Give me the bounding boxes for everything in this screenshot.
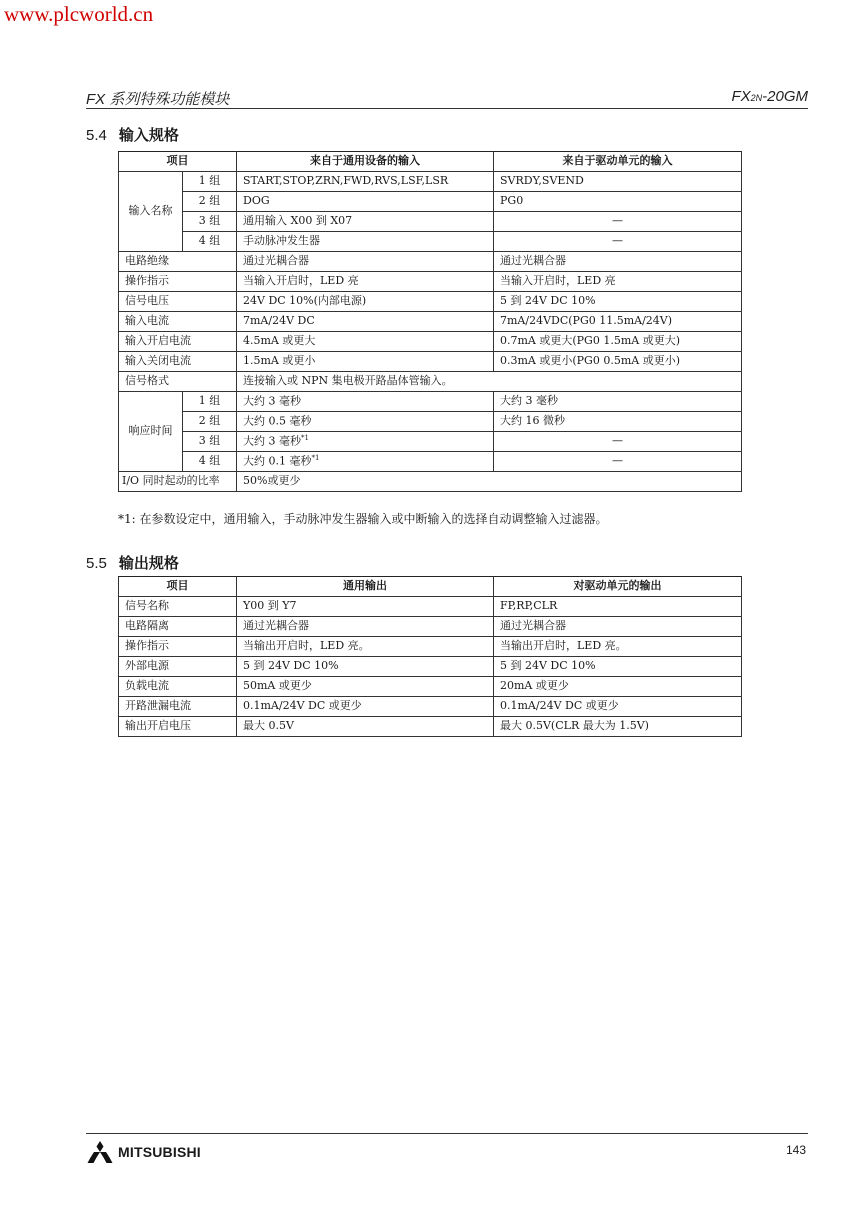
table-row — [119, 697, 742, 717]
mitsubishi-logo — [86, 1141, 201, 1163]
group-label: 2 组 — [183, 412, 237, 432]
table-row — [119, 232, 742, 252]
general-value — [237, 432, 494, 452]
output-section-title — [86, 552, 179, 573]
input-name-label: 输入名称 — [119, 172, 183, 252]
drive-value-dash: — — [494, 212, 742, 232]
signal-format-value: 连接输入或 NPN 集电极开路晶体管输入。 — [237, 372, 742, 392]
general-value: 最大 0.5V — [237, 717, 494, 737]
drive-value: 通过光耦合器 — [494, 252, 742, 272]
mitsubishi-wordmark: MITSUBISHI — [118, 1144, 201, 1160]
row-label: 开路泄漏电流 — [119, 697, 237, 717]
table-row — [119, 452, 742, 472]
drive-value: 通过光耦合器 — [494, 617, 742, 637]
row-label: 电路绝缘 — [119, 252, 237, 272]
drive-value: 当输出开启时，LED 亮。 — [494, 637, 742, 657]
input-spec-table — [118, 151, 742, 492]
output-col-drive: 对驱动单元的输出 — [494, 577, 742, 597]
drive-value: FP,RP,CLR — [494, 597, 742, 617]
footer-rule — [86, 1133, 808, 1134]
general-value: 通过光耦合器 — [237, 252, 494, 272]
table-row — [119, 312, 742, 332]
mitsubishi-diamonds-icon — [86, 1141, 114, 1163]
row-label: I/O 同时起动的比率 — [119, 472, 237, 492]
row-label: 输入开启电流 — [119, 332, 237, 352]
footnote-mark: *1 — [301, 434, 309, 443]
general-value: 1.5mA 或更小 — [237, 352, 494, 372]
input-footnote: *1: 在参数设定中，通用输入，手动脉冲发生器输入或中断输入的选择自动调整输入过滤器。 — [118, 512, 608, 526]
table-row — [119, 677, 742, 697]
row-label: 操作指示 — [119, 272, 237, 292]
general-value: 当输出开启时，LED 亮。 — [237, 637, 494, 657]
table-row — [119, 617, 742, 637]
drive-value: 20mA 或更少 — [494, 677, 742, 697]
io-ratio-value: 50%或更少 — [237, 472, 742, 492]
group-label: 2 组 — [183, 192, 237, 212]
drive-value: 当输入开启时，LED 亮 — [494, 272, 742, 292]
general-value — [237, 392, 494, 412]
group-label: 3 组 — [183, 212, 237, 232]
table-row — [119, 657, 742, 677]
general-value: DOG — [237, 192, 494, 212]
row-label: 操作指示 — [119, 637, 237, 657]
drive-value: 0.7mA 或更大(PG0 1.5mA 或更大) — [494, 332, 742, 352]
output-section-number: 5.5 — [86, 555, 107, 572]
table-row — [119, 472, 742, 492]
row-label: 信号名称 — [119, 597, 237, 617]
general-value: 4.5mA 或更大 — [237, 332, 494, 352]
general-value: 50mA 或更少 — [237, 677, 494, 697]
table-row — [119, 717, 742, 737]
output-section-heading: 输出规格 — [118, 555, 179, 572]
watermark-url: www.plcworld.cn — [4, 2, 154, 26]
input-col-item: 项目 — [119, 152, 237, 172]
table-row — [119, 352, 742, 372]
general-value: 5 到 24V DC 10% — [237, 657, 494, 677]
output-table-header — [119, 577, 742, 597]
general-value: 通用输入 X00 到 X07 — [237, 212, 494, 232]
general-value — [237, 452, 494, 472]
header-rule — [86, 108, 808, 109]
table-row — [119, 272, 742, 292]
drive-value: 7mA/24VDC(PG0 11.5mA/24V) — [494, 312, 742, 332]
table-row — [119, 252, 742, 272]
table-row — [119, 332, 742, 352]
output-col-general: 通用输出 — [237, 577, 494, 597]
general-value: 7mA/24V DC — [237, 312, 494, 332]
general-value: 手动脉冲发生器 — [237, 232, 494, 252]
table-row — [119, 372, 742, 392]
drive-value-dash: — — [494, 452, 742, 472]
drive-value: 大约 16 微秒 — [494, 412, 742, 432]
output-col-item: 项目 — [119, 577, 237, 597]
header-model-prefix: FX — [731, 88, 751, 105]
table-row — [119, 432, 742, 452]
row-label: 输入关闭电流 — [119, 352, 237, 372]
table-row — [119, 392, 742, 412]
drive-value: 最大 0.5V(CLR 最大为 1.5V) — [494, 717, 742, 737]
input-col-general: 来自于通用设备的输入 — [237, 152, 494, 172]
drive-value-dash: — — [494, 432, 742, 452]
drive-value: 5 到 24V DC 10% — [494, 292, 742, 312]
drive-value-dash: — — [494, 232, 742, 252]
general-value: Y00 到 Y7 — [237, 597, 494, 617]
drive-value: 5 到 24V DC 10% — [494, 657, 742, 677]
table-row — [119, 637, 742, 657]
row-label: 输出开启电压 — [119, 717, 237, 737]
general-text: 大约 0.1 毫秒 — [243, 454, 312, 468]
general-value: 当输入开启时，LED 亮 — [237, 272, 494, 292]
general-value: START,STOP,ZRN,FWD,RVS,LSF,LSR — [237, 172, 494, 192]
general-text: 大约 3 毫秒 — [243, 434, 301, 448]
header-series-title: FX 系列特殊功能模块 — [86, 91, 230, 108]
group-label: 1 组 — [183, 392, 237, 412]
table-row — [119, 192, 742, 212]
drive-value: 大约 3 毫秒 — [494, 392, 742, 412]
general-value: 0.1mA/24V DC 或更少 — [237, 697, 494, 717]
group-label: 4 组 — [183, 452, 237, 472]
table-row — [119, 172, 742, 192]
general-text: 大约 0.5 毫秒 — [243, 414, 312, 428]
table-row — [119, 292, 742, 312]
output-spec-table — [118, 576, 742, 737]
group-label: 3 组 — [183, 432, 237, 452]
header-model — [731, 88, 808, 105]
table-row — [119, 212, 742, 232]
page-number: 143 — [785, 1143, 806, 1157]
input-table-header — [119, 152, 742, 172]
header-model-suffix: -20GM — [762, 88, 808, 105]
general-value: 通过光耦合器 — [237, 617, 494, 637]
group-label: 4 组 — [183, 232, 237, 252]
input-col-drive: 来自于驱动单元的输入 — [494, 152, 742, 172]
drive-value: 0.3mA 或更小(PG0 0.5mA 或更小) — [494, 352, 742, 372]
row-label: 外部电源 — [119, 657, 237, 677]
row-label: 负载电流 — [119, 677, 237, 697]
row-label: 信号电压 — [119, 292, 237, 312]
table-row — [119, 412, 742, 432]
footnote-mark: *1 — [311, 454, 320, 463]
header-model-sub: 2N — [750, 93, 763, 103]
table-row — [119, 597, 742, 617]
input-section-heading: 输入规格 — [118, 127, 179, 144]
input-section-title — [86, 124, 179, 145]
response-time-label: 响应时间 — [119, 392, 183, 472]
general-value: 24V DC 10%(内部电源) — [237, 292, 494, 312]
row-label: 输入电流 — [119, 312, 237, 332]
general-text: 大约 3 毫秒 — [243, 394, 301, 408]
drive-value: 0.1mA/24V DC 或更少 — [494, 697, 742, 717]
drive-value: SVRDY,SVEND — [494, 172, 742, 192]
drive-value: PG0 — [494, 192, 742, 212]
row-label: 电路隔离 — [119, 617, 237, 637]
input-section-number: 5.4 — [86, 127, 107, 144]
group-label: 1 组 — [183, 172, 237, 192]
row-label: 信号格式 — [119, 372, 237, 392]
general-value — [237, 412, 494, 432]
